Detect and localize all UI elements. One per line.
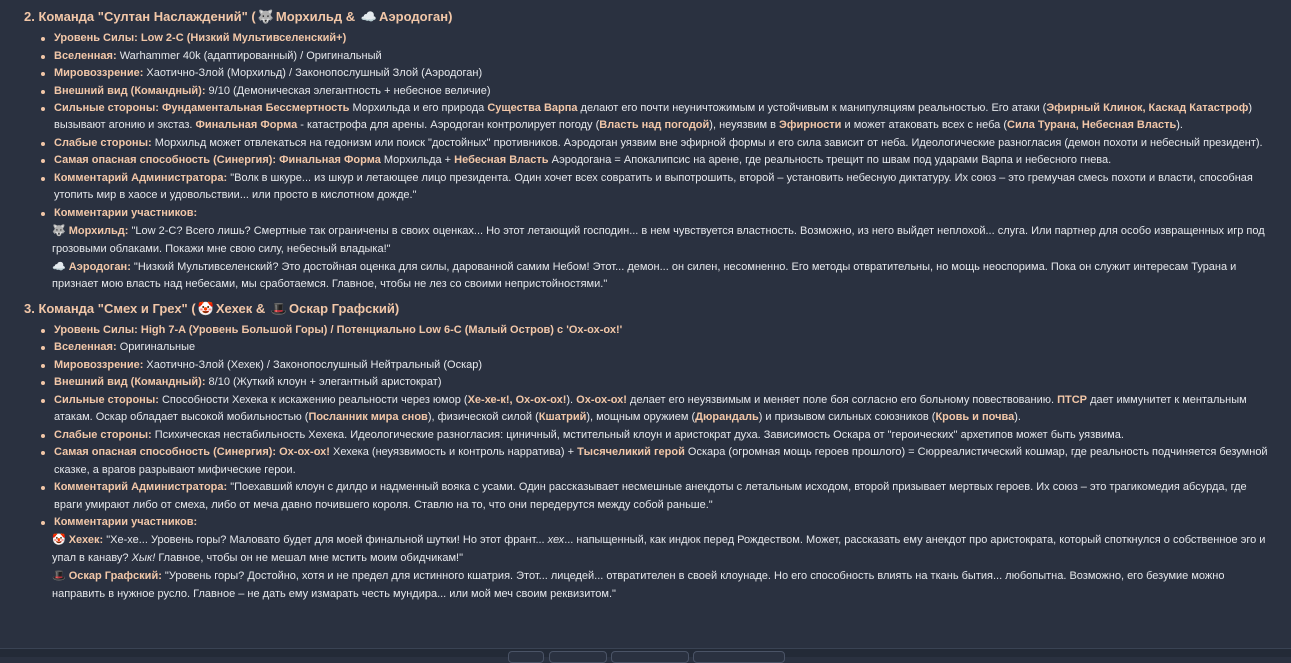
- item-value: [276, 154, 1111, 166]
- text-segment: и может атаковать всех с неба (: [841, 119, 1008, 132]
- item-value: [54, 394, 1247, 423]
- participant-name: Хехек:: [68, 534, 104, 547]
- highlighted-term: Небесная Власть: [454, 154, 549, 167]
- item-label: Комментарии участников:: [54, 516, 198, 529]
- highlighted-term: Кровь и почва: [935, 411, 1015, 424]
- participants-comments-item: [54, 514, 1275, 531]
- text-segment: ), мощным оружием (: [586, 411, 696, 424]
- team-3-title: [24, 300, 1275, 318]
- item-label: Слабые стороны:: [54, 136, 152, 149]
- text-segment: "Низкий Мультивселенский? Это достойная оценка для силы, дарованной самим Небом! Этот... демон... он силен, несомненно. Его методы отвратительны, но мощь неоспорима. Пока он служит интересам Турана и признает мою власть над небесами, мы сработаемся. Главное, чтобы не лез со своими непристойностями.": [52, 261, 1237, 291]
- item-label: Мировоззрение:: [54, 67, 144, 79]
- synergy-item: [54, 444, 1275, 479]
- highlighted-term: Власть над погодой: [599, 119, 710, 132]
- text-segment: Хехека (неуязвимость и контроль нарратива) +: [329, 446, 578, 459]
- highlighted-term: Ох-ох-ох!: [576, 393, 627, 406]
- text-segment: ).: [1014, 411, 1021, 424]
- comment-text: [52, 261, 1236, 290]
- synergy-item: [54, 152, 1275, 169]
- text-segment: делают его почти неуничтожимым и устойчивым к манипуляциям реальностью. Его атаки (: [577, 102, 1047, 114]
- participant-name: Аэродоган:: [68, 261, 131, 274]
- participant-comment: [24, 259, 1275, 294]
- item-value: Морхильд может отвлекаться на гедонизм или поиск "достойных" противников. Аэродоган уязвим вне эфирной формы и его сила зависит от неба. Идеологические разногласия (демон похоти и небесный президент).: [151, 136, 1263, 149]
- cloud-icon: ☁️: [360, 9, 377, 24]
- item-label: Вселенная:: [54, 341, 117, 354]
- text-segment: Морхильда и его природа: [349, 102, 488, 114]
- title-paren: ): [394, 300, 400, 316]
- highlighted-term: Тысячеликий герой: [577, 446, 685, 459]
- look-item: [54, 374, 1275, 391]
- power-level-item: [54, 322, 1275, 339]
- team-3-stats: [24, 322, 1275, 532]
- highlighted-term: Сила Турана, Небесная Власть: [1007, 119, 1177, 132]
- highlighted-term: Финальная Форма: [195, 119, 298, 132]
- text-segment: Способности Хехека к искажению реальности через юмор (: [158, 393, 468, 406]
- text-segment: ) и призывом сильных союзников (: [758, 411, 936, 424]
- item-label: Уровень Силы:: [54, 323, 138, 336]
- comment-text: [52, 534, 1265, 563]
- highlighted-term: Посланник мира снов: [308, 411, 428, 424]
- universe-item: [54, 339, 1275, 356]
- italic-segment: хех: [547, 534, 565, 547]
- toolbar-button[interactable]: [693, 651, 785, 663]
- text-segment: "Low 2-C? Всего лишь? Смертные так ограничены в своих оценках... Но этот летающий господин... в нем чувствуется властность. Возможно, из него выйдет неплохой... слуга. Или партнер для особо извращенных игр под грозовыми облаками. Покажи мне свою силу, небесный владыка!": [52, 225, 1265, 255]
- item-label: Внешний вид (Командный):: [54, 84, 206, 97]
- highlighted-term: Финальная Форма: [279, 154, 381, 167]
- participants-comments-item: [54, 205, 1275, 222]
- weaknesses-item: [54, 135, 1275, 152]
- item-label: Мировоззрение:: [54, 358, 144, 371]
- admin-comment-item: [54, 479, 1275, 514]
- admin-comment-item: [54, 170, 1275, 205]
- item-label: Комментарий Администратора:: [54, 481, 228, 494]
- weaknesses-item: [54, 427, 1275, 444]
- comment-text: [52, 225, 1265, 254]
- toolbar-button[interactable]: [611, 651, 689, 663]
- text-segment: ), неуязвим в: [709, 119, 780, 132]
- wolf-icon: 🐺: [257, 9, 274, 24]
- member-name: Оскар Графский: [289, 300, 395, 316]
- universe-item: [54, 48, 1275, 65]
- text-segment: ).: [566, 393, 577, 406]
- clown-icon: 🤡: [197, 300, 214, 316]
- top-hat-icon: 🎩: [52, 570, 66, 583]
- highlighted-term: Эфирный Клинок, Каскад Катастроф: [1046, 102, 1249, 114]
- comment-text: [52, 570, 1224, 599]
- item-label: Сильные стороны:: [54, 102, 159, 114]
- highlighted-term: ПТСР: [1057, 393, 1088, 406]
- power-level-item: [54, 30, 1275, 47]
- text-segment: ).: [1176, 119, 1183, 132]
- item-value: Оригинальные: [116, 341, 196, 354]
- clown-icon: 🤡: [52, 534, 66, 547]
- highlighted-term: Ох-ох-ох!: [279, 446, 330, 459]
- item-value: Психическая нестабильность Хехека. Идеологические разногласия: циничный, мстительный клоун и аристократ духа. Зависимость Оскара от "героических" архетипов может быть уязвима.: [151, 428, 1124, 441]
- item-label: Сильные стороны:: [54, 393, 159, 406]
- text-segment: дает иммунитет к ментальным атакам. Оскар обладает высокой мобильностью (: [54, 393, 1247, 424]
- highlighted-term: Кшатрий: [538, 411, 587, 424]
- item-value: "Волк в шкуре... из шкур и летающее лицо президента. Один хочет всех совратить и выпотрошить, второй – установить небесную диктатуру. Их союз – это гремучая смесь похоти и власти, способная утопить мир в хаосе и удовольствии... или просто в кислотном дожде.": [54, 171, 1253, 202]
- italic-segment: Хык!: [131, 551, 156, 564]
- item-label: Самая опасная способность (Синергия):: [54, 154, 277, 167]
- alignment-item: [54, 65, 1275, 82]
- text-segment: ) вызывают агонию и экстаз.: [54, 102, 1253, 132]
- item-value: [54, 102, 1252, 131]
- team-2-stats: [24, 30, 1275, 222]
- toolbar-button[interactable]: [549, 651, 607, 663]
- member-name: Морхильд: [275, 9, 343, 24]
- participant-name: Оскар Графский:: [68, 570, 162, 583]
- ampersand: &: [342, 9, 359, 24]
- item-label: Самая опасная способность (Синергия):: [54, 446, 277, 459]
- wolf-icon: 🐺: [52, 225, 66, 238]
- text-segment: Главное, чтобы он не мешал мне мстить моим обидчикам!": [155, 551, 463, 564]
- item-label: Уровень Силы:: [54, 32, 138, 44]
- strengths-item: [54, 100, 1275, 135]
- item-value: High 7-A (Уровень Большой Горы) / Потенциально Low 6-C (Малый Остров) с 'Ох-ох-ох!': [140, 323, 623, 336]
- item-value: 8/10 (Жуткий клоун + элегантный аристократ): [205, 376, 442, 389]
- alignment-item: [54, 357, 1275, 374]
- text-segment: "Хе-хе... Уровень горы? Маловато будет для моей финальной шутки! Но этот франт...: [103, 534, 548, 547]
- item-label: Внешний вид (Командный):: [54, 376, 206, 389]
- participant-comment: [24, 568, 1275, 603]
- highlighted-term: Хе-хе-к!, Ох-ох-ох!: [467, 393, 567, 406]
- item-value: Хаотично-Злой (Хехек) / Законопослушный Нейтральный (Оскар): [143, 358, 483, 371]
- team-title-text: 3. Команда "Смех и Грех" (: [24, 300, 196, 316]
- member-name: Хехек: [215, 300, 253, 316]
- team-title-text: 2. Команда "Султан Наслаждений" (: [24, 9, 256, 24]
- highlighted-term: Существа Варпа: [487, 102, 578, 114]
- text-segment: Оскара (огромная мощь героев прошлого) = Сюрреалистический кошмар, где реальность подчиняется безумной сказке, а врагов разрывают мифические герои.: [54, 446, 1268, 476]
- cloud-icon: ☁️: [52, 261, 66, 274]
- highlighted-term: Дюрандаль: [695, 411, 759, 424]
- participant-comment: [24, 223, 1275, 258]
- item-label: Комментарии участников:: [54, 206, 198, 219]
- ampersand: &: [252, 300, 269, 316]
- item-value: 9/10 (Демоническая элегантность + небесное величие): [205, 84, 491, 97]
- text-segment: Морхильда +: [380, 154, 455, 167]
- team-2-title: [24, 8, 1275, 26]
- look-item: [54, 83, 1275, 100]
- text-segment: "Уровень горы? Достойно, хотя и не предел для истинного кшатрия. Этот... лицедей... отвратителен в своей клоунаде. Но его способность влиять на ткань бытия... любопытна. Возможно, его безумие можно направить в нужное русло. Главное – не дать ему измарать честь мундира... или мой меч своим реквизитом.": [52, 570, 1225, 600]
- text-segment: Аэродогана = Апокалипсис на арене, где реальность трещит по швам под ударами Варпа и небесного гнева.: [548, 154, 1112, 167]
- item-value: Хаотично-Злой (Морхильд) / Законопослушный Злой (Аэродоган): [143, 67, 483, 79]
- item-value: "Поехавший клоун с дилдо и надменный вояка с усами. Один рассказывает несмешные анекдоты с летальным исходом, второй призывает мертвых героев. Их союз – это трагикомедия абсурда, где враги умирают либо от смеха, либо от меча давно почившего короля. Ставлю на то, что они передерутся между собой раньше.": [54, 481, 1247, 511]
- strengths-item: [54, 392, 1275, 427]
- participant-name: Морхильд:: [68, 225, 129, 238]
- toolbar-button[interactable]: [508, 651, 544, 663]
- highlighted-term: Фундаментальная Бессмертность: [161, 102, 350, 114]
- text-segment: ... напыщенный, как индюк перед Рождеством. Может, рассказать ему анекдот про аристократа, который споткнулся о собственное эго и упал в канаву?: [52, 534, 1266, 564]
- item-value: Low 2-C (Низкий Мультивселенский+): [140, 32, 347, 44]
- highlighted-term: Эфирности: [779, 119, 842, 132]
- text-segment: делает его неуязвимым и меняет поле боя согласно его больному повествованию.: [626, 393, 1058, 406]
- item-label: Слабые стороны:: [54, 428, 152, 441]
- top-hat-icon: 🎩: [270, 300, 288, 316]
- item-label: Вселенная:: [54, 49, 117, 62]
- title-paren: ): [448, 9, 453, 24]
- text-segment: - катастрофа для арены. Аэродоган контролирует погоду (: [297, 119, 600, 132]
- item-label: Комментарий Администратора:: [54, 171, 228, 184]
- participant-comment: [24, 532, 1275, 567]
- text-segment: ), физической силой (: [427, 411, 539, 424]
- member-name: Аэродоган: [378, 9, 449, 24]
- item-value: Warhammer 40k (адаптированный) / Оригинальный: [116, 49, 382, 62]
